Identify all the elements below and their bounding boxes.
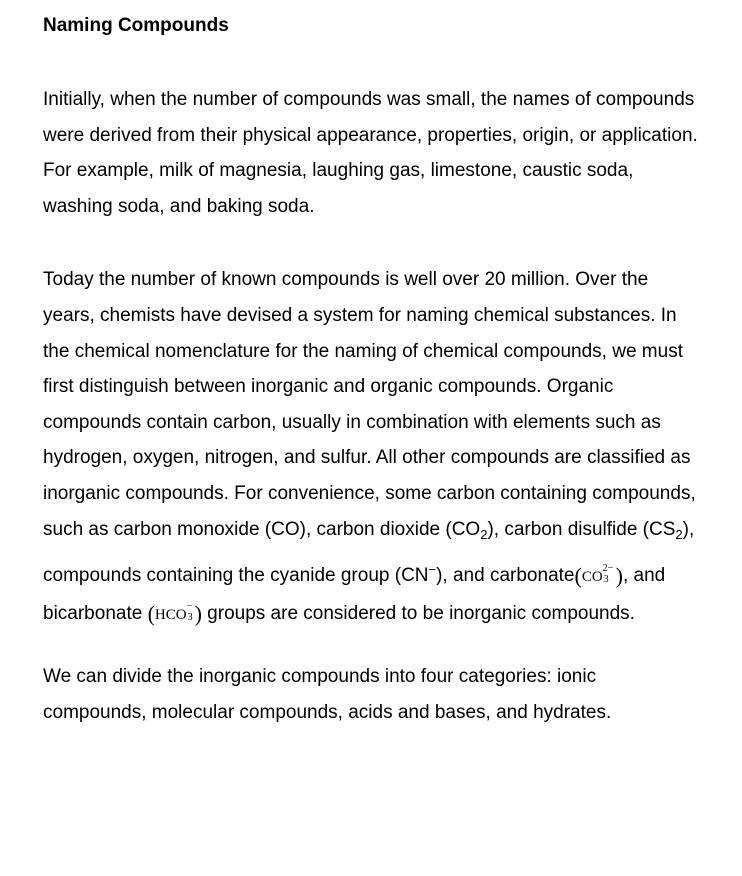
page-title: Naming Compounds bbox=[43, 15, 229, 36]
bicarbonate-subscript: 3 bbox=[187, 611, 193, 623]
carbonate-base: CO bbox=[581, 569, 603, 586]
bicarbonate-base: HCO bbox=[154, 606, 187, 623]
carbonate-charge: 2− bbox=[602, 563, 614, 575]
co2-subscript: 2 bbox=[480, 526, 488, 542]
carbonate-formula: (CO 2− 3 ) bbox=[574, 563, 623, 589]
document-page bbox=[43, 12, 703, 731]
bicarbonate-charge: − bbox=[186, 600, 193, 612]
cs2-subscript: 2 bbox=[675, 526, 683, 542]
paragraph-text-b: ), carbon disulfide (CS bbox=[487, 518, 676, 540]
cyanide-charge: − bbox=[428, 562, 437, 578]
paragraph-text-e: , and bicarbonate bbox=[43, 565, 666, 624]
paragraph-categories: We can divide the inorganic compounds into four categories: ionic compounds, molecular compounds, acids and bases, and hydrates. bbox=[43, 666, 612, 723]
paragraph-text-f: groups are considered to be inorganic compounds. bbox=[201, 602, 635, 624]
paragraph-text-d: ), and carbonate bbox=[436, 565, 575, 587]
bicarbonate-formula: (HCO − 3 ) bbox=[147, 600, 202, 626]
carbonate-subscript: 3 bbox=[603, 574, 609, 586]
paragraph-text-a: Today the number of known compounds is well over 20 million. Over the years, chemists have devised a system for naming chemical substances. In the chemical nomenclature for the naming of chemical compounds, we must first distinguish between inorganic and organic compounds. Organic compounds contain carbon, usually in combination with elements such as hydrogen, oxygen, nitrogen, and sulfur. All other compounds are classified as inorganic compounds. For convenience, some carbon containing compounds, such as carbon monoxide (CO), carbon dioxide (CO bbox=[43, 269, 696, 540]
paragraph-nomenclature bbox=[43, 262, 703, 633]
paragraph-text-c: ), compounds containing the cyanide group (CN bbox=[43, 518, 695, 587]
paragraph-intro: Initially, when the number of compounds was small, the names of compounds were derived from their physical appearance, properties, origin, or application. For example, milk of magnesia, laughing gas, limestone, caustic soda, washing soda, and baking soda. bbox=[43, 89, 698, 217]
